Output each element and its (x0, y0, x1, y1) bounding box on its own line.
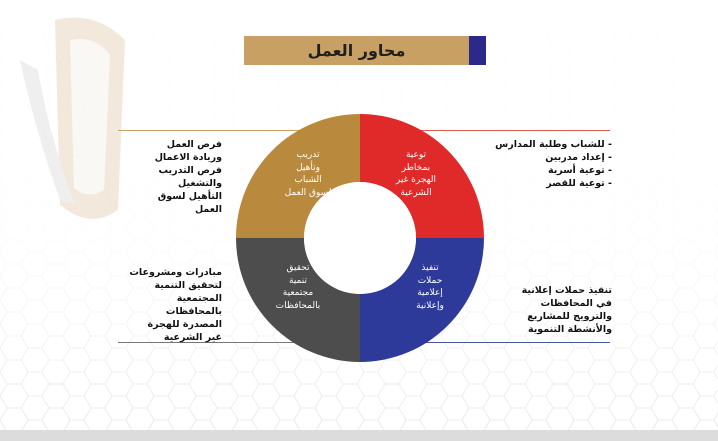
list-item: تنفيذ حملات إعلانية (521, 285, 612, 296)
list-item: - توعية أسرية (547, 165, 612, 176)
title-bar (244, 36, 486, 65)
list-item: التأهيل لسوق (157, 191, 222, 202)
list-training-opportunities (112, 138, 222, 216)
segment-awareness-text: توعية بمخاطر الهجرة غير الشرعية (395, 150, 437, 198)
list-item: فرص التدريب (158, 165, 222, 176)
list-item: بالمحافظات (165, 306, 222, 317)
list-item: مبادرات ومشروعات (129, 267, 222, 278)
list-item: العمل (194, 204, 222, 215)
list-development-initiatives (104, 266, 222, 344)
list-item: والترويج للمشاريع (527, 311, 612, 322)
list-item: والأنشطة التنموية (527, 324, 612, 335)
list-item: والتشغيل (178, 178, 222, 189)
list-item: - للشباب وطلبة المدارس (495, 139, 612, 150)
list-campaign-actions (500, 284, 612, 336)
list-item: - إعداد مدربين (545, 152, 612, 163)
list-item: المصدرة للهجرة (147, 319, 222, 330)
segment-development-text: تحقيق تنمية مجتمعية بالمحافظات (275, 263, 321, 311)
segment-campaigns-text: تنفيذ حملات إعلامية وإعلانية (416, 263, 444, 311)
segment-training-text: تدريب وتأهيل الشباب لسوق العمل (284, 150, 332, 198)
list-item: لتحقيق التنمية (154, 280, 222, 291)
list-item: - توعية للقصر (546, 178, 612, 189)
bottom-strip (0, 430, 718, 441)
list-item: في المحافظات (540, 298, 612, 309)
page-title: محاور العمل (307, 41, 406, 60)
list-item: وريادة الاعمال (154, 152, 222, 163)
list-item: غير الشرعية (163, 332, 222, 343)
list-item: المجتمعية (176, 293, 222, 304)
list-item: فرص العمل (166, 139, 222, 150)
title-accent-block (469, 36, 486, 65)
list-awareness-targets (478, 138, 612, 190)
